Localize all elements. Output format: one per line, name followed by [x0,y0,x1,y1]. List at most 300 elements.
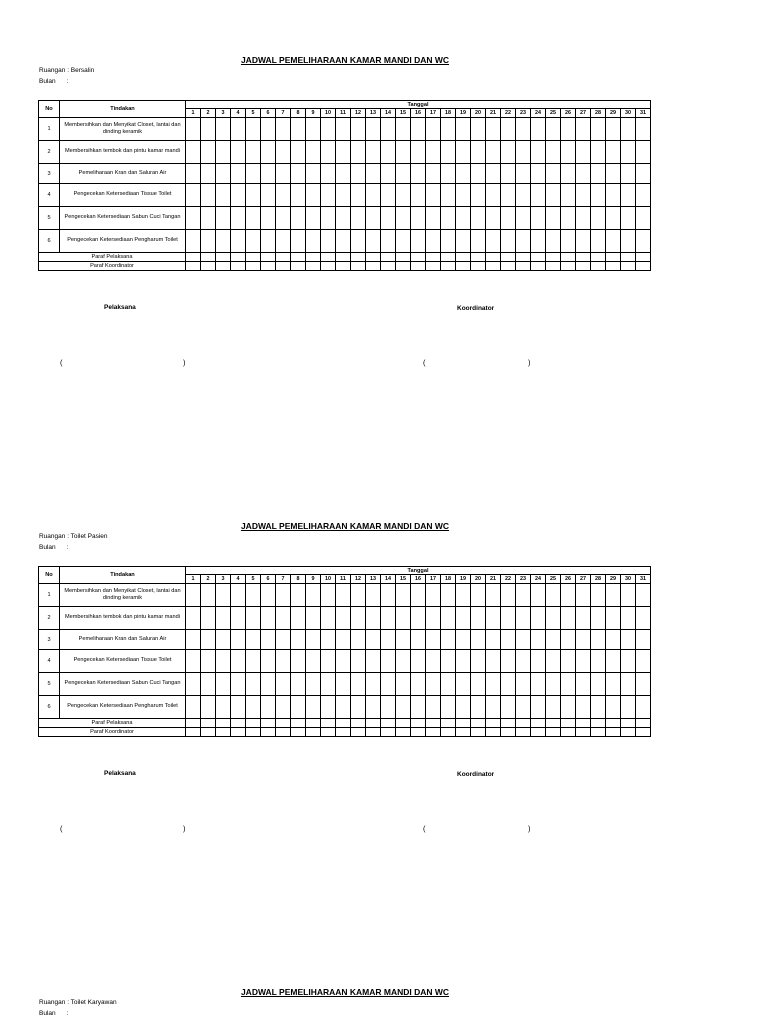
paraf-cell[interactable] [516,262,531,271]
day-cell[interactable] [426,118,441,141]
day-cell[interactable] [501,696,516,719]
paraf-cell[interactable] [306,262,321,271]
day-cell[interactable] [471,230,486,253]
day-cell[interactable] [411,650,426,673]
day-cell[interactable] [321,584,336,607]
paraf-cell[interactable] [246,253,261,262]
paraf-cell[interactable] [201,253,216,262]
day-cell[interactable] [486,230,501,253]
day-cell[interactable] [576,696,591,719]
paraf-cell[interactable] [456,719,471,728]
paraf-cell[interactable] [621,719,636,728]
paraf-cell[interactable] [591,728,606,737]
paraf-cell[interactable] [546,253,561,262]
day-cell[interactable] [336,230,351,253]
paraf-cell[interactable] [246,728,261,737]
paraf-cell[interactable] [471,728,486,737]
day-cell[interactable] [216,696,231,719]
day-cell[interactable] [336,630,351,650]
day-cell[interactable] [546,184,561,207]
paraf-cell[interactable] [306,253,321,262]
day-cell[interactable] [516,607,531,630]
day-cell[interactable] [441,230,456,253]
paraf-cell[interactable] [201,728,216,737]
day-cell[interactable] [426,650,441,673]
day-cell[interactable] [411,584,426,607]
day-cell[interactable] [621,230,636,253]
day-cell[interactable] [486,184,501,207]
day-cell[interactable] [381,230,396,253]
paraf-cell[interactable] [336,728,351,737]
paraf-cell[interactable] [306,719,321,728]
day-cell[interactable] [591,696,606,719]
day-cell[interactable] [411,607,426,630]
day-cell[interactable] [261,673,276,696]
day-cell[interactable] [576,141,591,164]
day-cell[interactable] [261,141,276,164]
paraf-cell[interactable] [396,253,411,262]
paraf-cell[interactable] [351,719,366,728]
day-cell[interactable] [531,118,546,141]
day-cell[interactable] [381,141,396,164]
paraf-cell[interactable] [411,262,426,271]
day-cell[interactable] [411,184,426,207]
day-cell[interactable] [276,607,291,630]
paraf-cell[interactable] [276,253,291,262]
day-cell[interactable] [486,207,501,230]
paraf-cell[interactable] [216,262,231,271]
day-cell[interactable] [336,696,351,719]
day-cell[interactable] [291,584,306,607]
day-cell[interactable] [366,184,381,207]
paraf-cell[interactable] [636,719,651,728]
day-cell[interactable] [621,650,636,673]
day-cell[interactable] [291,607,306,630]
paraf-cell[interactable] [291,253,306,262]
paraf-cell[interactable] [561,728,576,737]
day-cell[interactable] [246,584,261,607]
day-cell[interactable] [306,630,321,650]
day-cell[interactable] [276,650,291,673]
day-cell[interactable] [276,141,291,164]
day-cell[interactable] [216,673,231,696]
day-cell[interactable] [396,164,411,184]
paraf-cell[interactable] [486,719,501,728]
day-cell[interactable] [246,650,261,673]
day-cell[interactable] [441,696,456,719]
day-cell[interactable] [336,184,351,207]
day-cell[interactable] [516,118,531,141]
day-cell[interactable] [501,207,516,230]
paraf-cell[interactable] [531,719,546,728]
day-cell[interactable] [366,630,381,650]
paraf-cell[interactable] [276,262,291,271]
day-cell[interactable] [186,230,201,253]
day-cell[interactable] [231,696,246,719]
paraf-cell[interactable] [426,719,441,728]
paraf-cell[interactable] [621,728,636,737]
day-cell[interactable] [291,696,306,719]
day-cell[interactable] [291,164,306,184]
day-cell[interactable] [276,230,291,253]
paraf-cell[interactable] [261,719,276,728]
day-cell[interactable] [441,207,456,230]
day-cell[interactable] [306,141,321,164]
day-cell[interactable] [231,650,246,673]
day-cell[interactable] [531,650,546,673]
day-cell[interactable] [426,230,441,253]
day-cell[interactable] [201,584,216,607]
day-cell[interactable] [471,673,486,696]
day-cell[interactable] [351,630,366,650]
day-cell[interactable] [636,650,651,673]
day-cell[interactable] [396,230,411,253]
day-cell[interactable] [471,141,486,164]
paraf-cell[interactable] [606,253,621,262]
day-cell[interactable] [606,584,621,607]
day-cell[interactable] [246,141,261,164]
day-cell[interactable] [531,184,546,207]
paraf-cell[interactable] [231,262,246,271]
day-cell[interactable] [561,184,576,207]
day-cell[interactable] [381,650,396,673]
paraf-cell[interactable] [306,728,321,737]
paraf-cell[interactable] [516,728,531,737]
paraf-cell[interactable] [456,728,471,737]
day-cell[interactable] [471,118,486,141]
day-cell[interactable] [336,164,351,184]
day-cell[interactable] [246,164,261,184]
day-cell[interactable] [636,630,651,650]
day-cell[interactable] [306,584,321,607]
paraf-cell[interactable] [216,253,231,262]
day-cell[interactable] [531,630,546,650]
day-cell[interactable] [441,630,456,650]
paraf-cell[interactable] [531,728,546,737]
day-cell[interactable] [486,630,501,650]
day-cell[interactable] [621,673,636,696]
day-cell[interactable] [546,650,561,673]
paraf-cell[interactable] [186,719,201,728]
paraf-cell[interactable] [186,262,201,271]
day-cell[interactable] [351,207,366,230]
day-cell[interactable] [636,584,651,607]
day-cell[interactable] [531,207,546,230]
day-cell[interactable] [486,607,501,630]
day-cell[interactable] [636,607,651,630]
day-cell[interactable] [291,673,306,696]
day-cell[interactable] [261,696,276,719]
day-cell[interactable] [186,141,201,164]
day-cell[interactable] [306,230,321,253]
day-cell[interactable] [306,607,321,630]
day-cell[interactable] [576,607,591,630]
day-cell[interactable] [411,141,426,164]
day-cell[interactable] [426,696,441,719]
paraf-cell[interactable] [276,719,291,728]
paraf-cell[interactable] [366,253,381,262]
paraf-cell[interactable] [336,253,351,262]
day-cell[interactable] [621,584,636,607]
day-cell[interactable] [216,141,231,164]
day-cell[interactable] [306,650,321,673]
day-cell[interactable] [276,207,291,230]
paraf-cell[interactable] [576,728,591,737]
day-cell[interactable] [471,164,486,184]
day-cell[interactable] [351,584,366,607]
day-cell[interactable] [261,184,276,207]
day-cell[interactable] [576,584,591,607]
paraf-cell[interactable] [576,253,591,262]
day-cell[interactable] [231,230,246,253]
paraf-cell[interactable] [366,262,381,271]
day-cell[interactable] [321,673,336,696]
day-cell[interactable] [561,673,576,696]
day-cell[interactable] [201,630,216,650]
day-cell[interactable] [366,118,381,141]
paraf-cell[interactable] [216,719,231,728]
day-cell[interactable] [291,118,306,141]
day-cell[interactable] [531,141,546,164]
day-cell[interactable] [636,230,651,253]
day-cell[interactable] [456,673,471,696]
day-cell[interactable] [396,673,411,696]
day-cell[interactable] [471,184,486,207]
day-cell[interactable] [306,696,321,719]
day-cell[interactable] [351,230,366,253]
day-cell[interactable] [561,118,576,141]
day-cell[interactable] [366,650,381,673]
day-cell[interactable] [366,696,381,719]
day-cell[interactable] [441,118,456,141]
day-cell[interactable] [441,141,456,164]
day-cell[interactable] [351,164,366,184]
day-cell[interactable] [246,207,261,230]
paraf-cell[interactable] [201,262,216,271]
day-cell[interactable] [186,650,201,673]
day-cell[interactable] [471,207,486,230]
day-cell[interactable] [501,184,516,207]
day-cell[interactable] [321,230,336,253]
day-cell[interactable] [216,207,231,230]
day-cell[interactable] [591,630,606,650]
day-cell[interactable] [396,630,411,650]
paraf-cell[interactable] [426,253,441,262]
day-cell[interactable] [321,630,336,650]
day-cell[interactable] [336,650,351,673]
day-cell[interactable] [561,630,576,650]
paraf-cell[interactable] [396,262,411,271]
day-cell[interactable] [606,630,621,650]
day-cell[interactable] [501,673,516,696]
day-cell[interactable] [261,584,276,607]
paraf-cell[interactable] [546,728,561,737]
day-cell[interactable] [291,230,306,253]
day-cell[interactable] [501,118,516,141]
day-cell[interactable] [381,184,396,207]
paraf-cell[interactable] [321,719,336,728]
day-cell[interactable] [366,673,381,696]
day-cell[interactable] [411,230,426,253]
day-cell[interactable] [576,673,591,696]
day-cell[interactable] [396,118,411,141]
paraf-cell[interactable] [501,719,516,728]
day-cell[interactable] [291,184,306,207]
day-cell[interactable] [201,607,216,630]
day-cell[interactable] [516,630,531,650]
day-cell[interactable] [321,207,336,230]
paraf-cell[interactable] [441,728,456,737]
day-cell[interactable] [306,118,321,141]
day-cell[interactable] [576,184,591,207]
paraf-cell[interactable] [456,262,471,271]
day-cell[interactable] [621,141,636,164]
day-cell[interactable] [531,673,546,696]
day-cell[interactable] [621,184,636,207]
day-cell[interactable] [201,230,216,253]
day-cell[interactable] [471,584,486,607]
day-cell[interactable] [636,141,651,164]
day-cell[interactable] [351,696,366,719]
paraf-cell[interactable] [456,253,471,262]
day-cell[interactable] [291,141,306,164]
day-cell[interactable] [606,118,621,141]
day-cell[interactable] [381,630,396,650]
day-cell[interactable] [531,584,546,607]
day-cell[interactable] [546,141,561,164]
day-cell[interactable] [591,164,606,184]
day-cell[interactable] [516,584,531,607]
day-cell[interactable] [426,607,441,630]
paraf-cell[interactable] [186,728,201,737]
day-cell[interactable] [471,696,486,719]
day-cell[interactable] [456,630,471,650]
day-cell[interactable] [291,630,306,650]
day-cell[interactable] [546,230,561,253]
paraf-cell[interactable] [441,253,456,262]
day-cell[interactable] [606,230,621,253]
paraf-cell[interactable] [621,253,636,262]
paraf-cell[interactable] [471,719,486,728]
paraf-cell[interactable] [591,719,606,728]
day-cell[interactable] [396,584,411,607]
day-cell[interactable] [336,207,351,230]
day-cell[interactable] [276,584,291,607]
day-cell[interactable] [456,230,471,253]
paraf-cell[interactable] [501,253,516,262]
day-cell[interactable] [546,696,561,719]
day-cell[interactable] [246,696,261,719]
day-cell[interactable] [231,207,246,230]
day-cell[interactable] [576,630,591,650]
day-cell[interactable] [351,650,366,673]
day-cell[interactable] [516,207,531,230]
paraf-cell[interactable] [516,719,531,728]
day-cell[interactable] [486,584,501,607]
day-cell[interactable] [366,164,381,184]
day-cell[interactable] [501,607,516,630]
day-cell[interactable] [351,184,366,207]
day-cell[interactable] [591,230,606,253]
paraf-cell[interactable] [381,719,396,728]
day-cell[interactable] [186,584,201,607]
day-cell[interactable] [381,118,396,141]
paraf-cell[interactable] [546,719,561,728]
day-cell[interactable] [456,696,471,719]
paraf-cell[interactable] [486,262,501,271]
day-cell[interactable] [456,584,471,607]
day-cell[interactable] [561,230,576,253]
paraf-cell[interactable] [201,719,216,728]
day-cell[interactable] [351,607,366,630]
day-cell[interactable] [321,141,336,164]
day-cell[interactable] [381,164,396,184]
day-cell[interactable] [516,184,531,207]
paraf-cell[interactable] [501,728,516,737]
day-cell[interactable] [321,607,336,630]
paraf-cell[interactable] [546,262,561,271]
day-cell[interactable] [426,184,441,207]
paraf-cell[interactable] [381,262,396,271]
day-cell[interactable] [636,207,651,230]
day-cell[interactable] [261,650,276,673]
day-cell[interactable] [381,673,396,696]
paraf-cell[interactable] [291,262,306,271]
day-cell[interactable] [456,118,471,141]
day-cell[interactable] [201,696,216,719]
day-cell[interactable] [321,164,336,184]
day-cell[interactable] [441,650,456,673]
day-cell[interactable] [546,118,561,141]
day-cell[interactable] [471,650,486,673]
day-cell[interactable] [576,230,591,253]
day-cell[interactable] [516,141,531,164]
day-cell[interactable] [186,607,201,630]
day-cell[interactable] [231,607,246,630]
day-cell[interactable] [381,207,396,230]
day-cell[interactable] [276,184,291,207]
day-cell[interactable] [621,607,636,630]
day-cell[interactable] [216,230,231,253]
paraf-cell[interactable] [366,719,381,728]
day-cell[interactable] [441,607,456,630]
day-cell[interactable] [246,607,261,630]
day-cell[interactable] [426,141,441,164]
paraf-cell[interactable] [486,728,501,737]
day-cell[interactable] [561,584,576,607]
day-cell[interactable] [216,630,231,650]
day-cell[interactable] [516,673,531,696]
day-cell[interactable] [336,607,351,630]
day-cell[interactable] [516,696,531,719]
paraf-cell[interactable] [246,719,261,728]
day-cell[interactable] [426,630,441,650]
paraf-cell[interactable] [411,728,426,737]
day-cell[interactable] [411,118,426,141]
day-cell[interactable] [201,207,216,230]
day-cell[interactable] [456,607,471,630]
day-cell[interactable] [531,696,546,719]
day-cell[interactable] [576,207,591,230]
day-cell[interactable] [231,118,246,141]
day-cell[interactable] [336,141,351,164]
day-cell[interactable] [546,607,561,630]
paraf-cell[interactable] [426,728,441,737]
paraf-cell[interactable] [606,719,621,728]
day-cell[interactable] [591,673,606,696]
day-cell[interactable] [321,184,336,207]
paraf-cell[interactable] [261,728,276,737]
